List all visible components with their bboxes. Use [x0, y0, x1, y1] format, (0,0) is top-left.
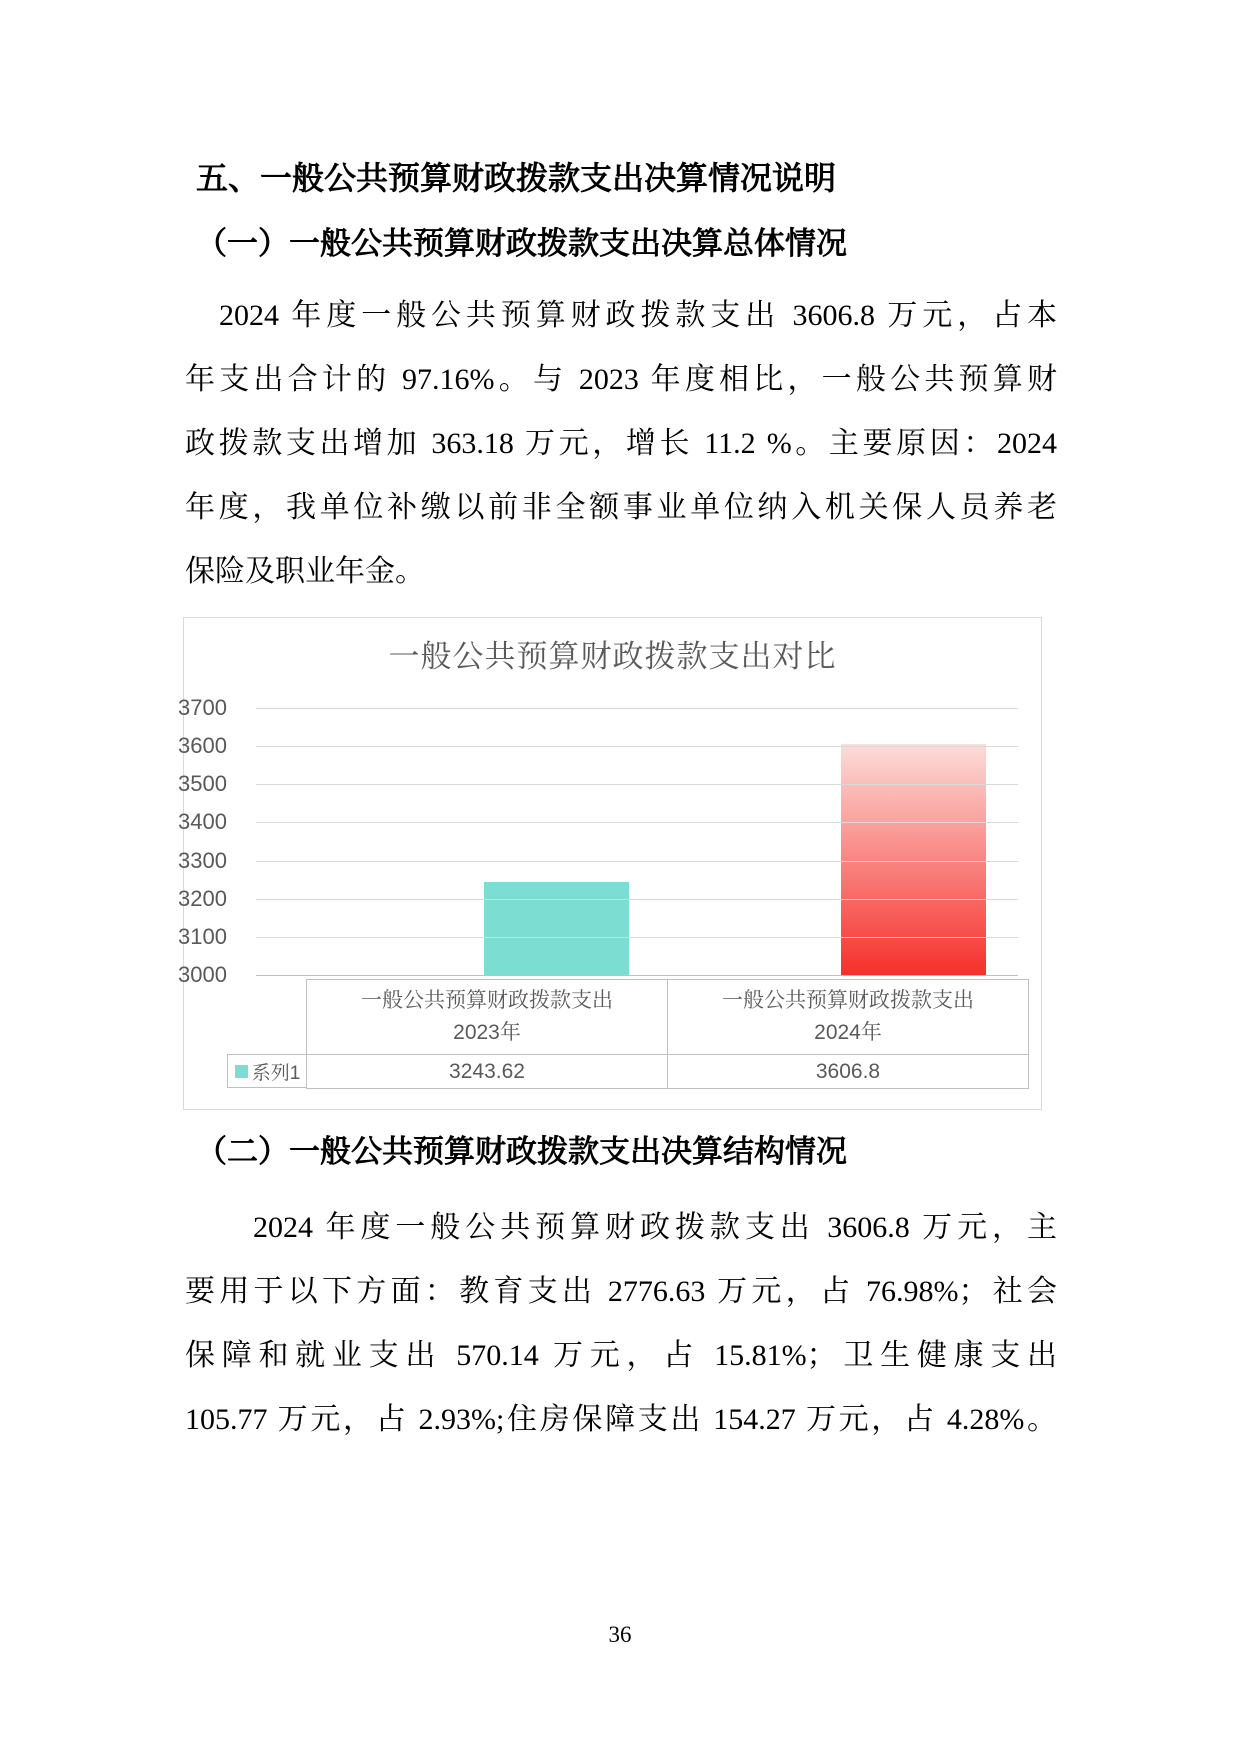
data-table-header-row: [306, 979, 1029, 1055]
text-line: 要用于以下方面：教育支出 2776.63 万元，占 76.98%；社会: [185, 1275, 1057, 1308]
subsection-heading-overview: （一）一般公共预算财政拨款支出决算总体情况: [196, 226, 847, 261]
y-axis-tick-label: 3400: [178, 809, 227, 835]
paragraph-overview: [185, 284, 1057, 604]
gridline: [256, 861, 1018, 862]
text-line: 2024 年度一般公共预算财政拨款支出 3606.8 万元，占本: [219, 299, 1057, 332]
page-number: 36: [608, 1622, 632, 1647]
y-axis-tick-label: 3500: [178, 771, 227, 797]
category-cell-2023: [307, 980, 667, 1054]
bar-2024: [841, 744, 986, 975]
category-year: 2023年: [453, 1021, 521, 1044]
text-line: 年支出合计的 97.16%。与 2023 年度相比，一般公共预算财: [185, 363, 1057, 396]
gridline: [256, 937, 1018, 938]
text-line: 2024 年度一般公共预算财政拨款支出 3606.8 万元，主: [253, 1211, 1057, 1244]
legend: [227, 1054, 307, 1088]
gridline: [256, 784, 1018, 785]
gridline: [256, 975, 1018, 976]
text-line: 保险及职业年金。: [185, 555, 425, 588]
y-axis-tick-label: 3300: [178, 847, 227, 873]
text-line: 保障和就业支出 570.14 万元，占 15.81%；卫生健康支出: [185, 1339, 1057, 1372]
subsection-heading-structure: （二）一般公共预算财政拨款支出决算结构情况: [196, 1134, 847, 1169]
bar-2023: [484, 882, 629, 975]
chart-title: 一般公共预算财政拨款支出对比: [388, 639, 837, 674]
category-label: 一般公共预算财政拨款支出: [722, 989, 974, 1012]
gridline: [256, 708, 1018, 709]
text-line: 年度，我单位补缴以前非全额事业单位纳入机关保人员养老: [185, 491, 1057, 524]
expenditure-comparison-chart: [178, 617, 1042, 1110]
y-axis-tick-label: 3700: [178, 695, 227, 720]
paragraph-structure: [185, 1196, 1057, 1452]
chart-data-table: [251, 979, 1029, 1089]
category-cell-2024: [667, 980, 1028, 1054]
legend-label: 系列1: [251, 1062, 301, 1084]
category-label: 一般公共预算财政拨款支出: [361, 989, 613, 1012]
text-line: 105.77 万元，占 2.93%;住房保障支出 154.27 万元，占 4.28%。: [185, 1403, 1057, 1436]
chart-plot-area: [178, 695, 1018, 987]
y-axis-tick-label: 3600: [178, 733, 227, 759]
gridline: [256, 746, 1018, 747]
gridline: [256, 899, 1018, 900]
y-axis-tick-label: 3000: [178, 962, 227, 987]
value-cell-2023: 3243.62: [449, 1059, 525, 1083]
gridline: [256, 822, 1018, 823]
value-cell-2024: 3606.8: [667, 1055, 1028, 1088]
y-axis-tick-label: 3200: [178, 885, 227, 911]
category-year: 2024年: [814, 1021, 882, 1044]
legend-swatch-icon: [235, 1065, 248, 1078]
data-table-value-row: [251, 1055, 1029, 1089]
y-axis-tick-label: 3100: [178, 923, 227, 949]
section-heading: 五、一般公共预算财政拨款支出决算情况说明: [196, 160, 837, 196]
text-line: 政拨款支出增加 363.18 万元，增长 11.2 %。主要原因：2024: [185, 427, 1057, 460]
